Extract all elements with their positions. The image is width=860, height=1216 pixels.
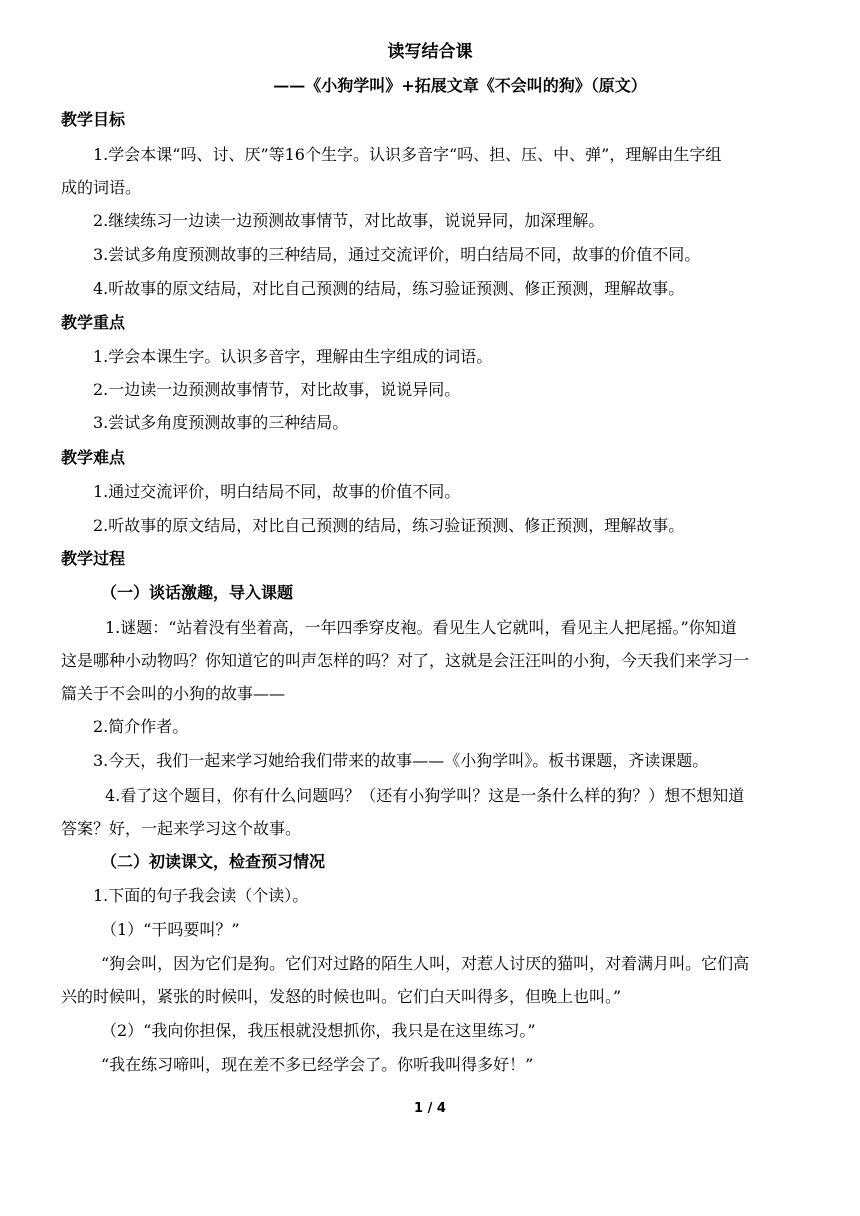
process-part2-heading: （二）初读课文，检查预习情况 — [101, 852, 326, 871]
document-subtitle: ——《小狗学叫》+拓展文章《不会叫的狗》（原文） — [273, 76, 647, 95]
goal-line: 1.学会本课“吗、讨、厌”等16个生字。认识多音字“吗、担、压、中、弹”，理解由生字组 — [93, 145, 722, 164]
goal-line: 3.尝试多角度预测故事的三种结局，通过交流评价，明白结局不同，故事的价值不同。 — [93, 245, 701, 264]
section-heading-key-points: 教学重点 — [61, 313, 126, 332]
process-part1-heading: （一）谈话激趣，导入课题 — [101, 583, 294, 602]
difficulty-line: 2.听故事的原文结局，对比自己预测的结局，练习验证预测、修正预测，理解故事。 — [93, 516, 685, 535]
document-title: 读写结合课 — [387, 42, 473, 62]
process-line: （2）“我向你担保，我压根就没想抓你，我只是在这里练习。” — [101, 1021, 536, 1040]
process-line: 答案？好，一起来学习这个故事。 — [61, 819, 302, 838]
process-line: 1.谜题：“站着没有坐着高，一年四季穿皮袍。看见生人它就叫，看见主人把尾摇。”你知道 — [105, 618, 737, 637]
key-point-line: 3.尝试多角度预测故事的三种结局。 — [93, 413, 349, 432]
process-line: 4.看了这个题目，你有什么问题吗？（还有小狗学叫？这是一条什么样的狗？）想不想知道 — [105, 786, 745, 805]
goal-line: 4.听故事的原文结局，对比自己预测的结局，练习验证预测、修正预测，理解故事。 — [93, 279, 685, 298]
goal-line: 2.继续练习一边读一边预测故事情节，对比故事，说说异同，加深理解。 — [93, 211, 605, 230]
goal-line: 成的词语。 — [61, 178, 142, 197]
process-line: 3.今天，我们一起来学习她给我们带来的故事——《小狗学叫》。板书课题，齐读课题。 — [93, 751, 709, 770]
section-heading-goals: 教学目标 — [61, 110, 126, 129]
section-heading-difficulties: 教学难点 — [61, 448, 126, 467]
process-line: “狗会叫，因为它们是狗。它们对过路的陌生人叫，对惹人讨厌的猫叫，对着满月叫。它们高 — [101, 954, 750, 973]
process-line: 兴的时候叫，紧张的时候叫，发怒的时候也叫。它们白天叫得多，但晚上也叫。” — [61, 987, 622, 1006]
process-line: 这是哪种小动物吗？你知道它的叫声怎样的吗？对了，这就是会汪汪叫的小狗，今天我们来学习一 — [61, 651, 750, 670]
process-line: 篇关于不会叫的小狗的故事—— — [61, 684, 286, 703]
process-line: 1.下面的句子我会读（个读）。 — [93, 886, 309, 905]
page-number: 1 / 4 — [414, 1101, 446, 1116]
section-heading-process: 教学过程 — [61, 549, 126, 568]
difficulty-line: 1.通过交流评价，明白结局不同，故事的价值不同。 — [93, 482, 461, 501]
process-line: “我在练习啼叫，现在差不多已经学会了。你听我叫得多好！” — [101, 1055, 534, 1074]
key-point-line: 1.学会本课生字。认识多音字，理解由生字组成的词语。 — [93, 347, 493, 366]
process-line: 2.简介作者。 — [93, 717, 189, 736]
process-line: （1）“干吗要叫？” — [101, 920, 240, 939]
key-point-line: 2.一边读一边预测故事情节，对比故事，说说异同。 — [93, 380, 461, 399]
